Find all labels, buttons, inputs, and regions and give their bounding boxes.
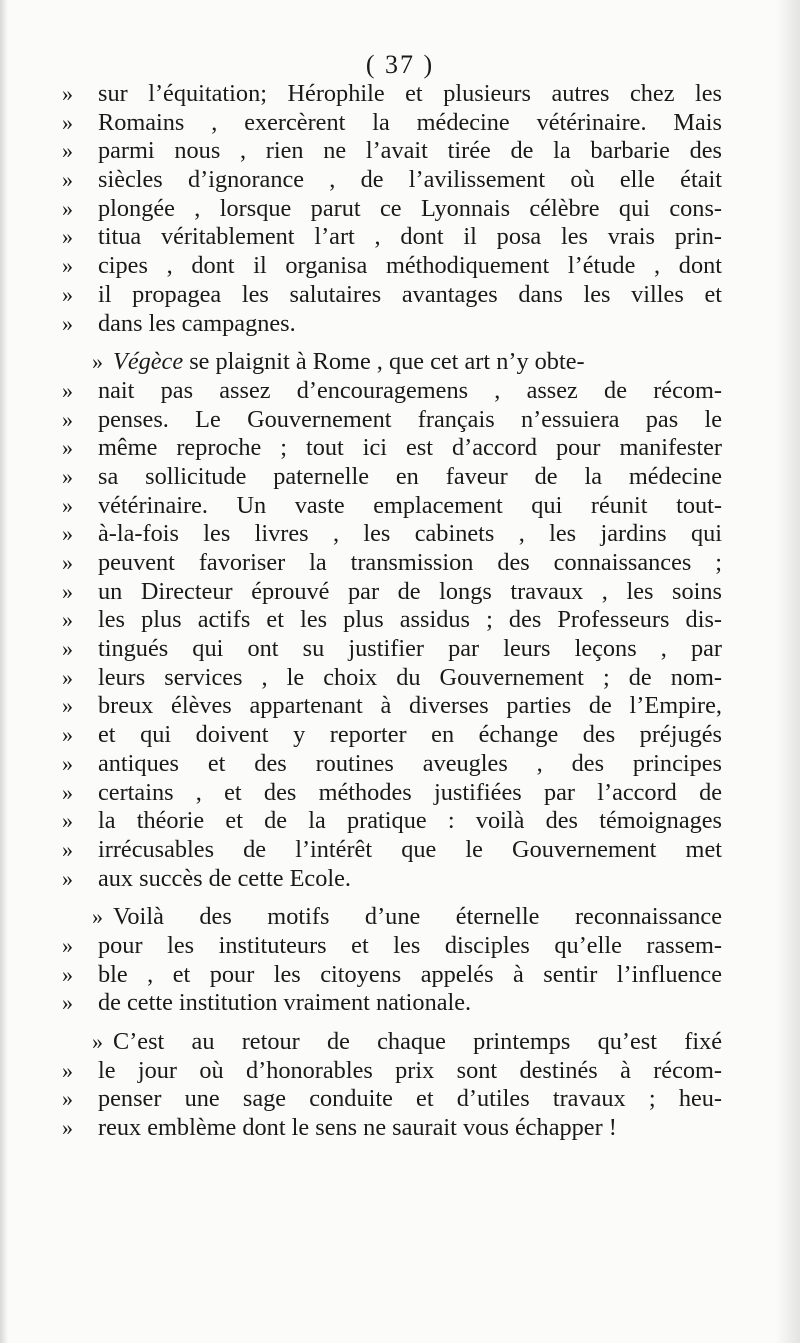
line-text: nait pas assez d’encouragemens , assez de récom- bbox=[98, 376, 722, 404]
quote-mark: » bbox=[92, 349, 103, 375]
text-line bbox=[62, 807, 722, 836]
quote-mark: » bbox=[62, 808, 73, 834]
quote-mark: » bbox=[62, 224, 73, 250]
quote-mark: » bbox=[62, 578, 73, 604]
line-text: dans les campagnes. bbox=[98, 309, 296, 337]
quote-mark: » bbox=[62, 167, 73, 193]
text-line bbox=[62, 664, 722, 693]
paragraph bbox=[62, 80, 722, 338]
text-line bbox=[62, 463, 722, 492]
quote-mark: » bbox=[62, 377, 73, 403]
text-line bbox=[62, 406, 722, 435]
text-line bbox=[62, 1114, 722, 1143]
text-line bbox=[62, 635, 722, 664]
quote-mark: » bbox=[62, 550, 73, 575]
page-left-shadow bbox=[0, 0, 8, 1343]
text-line bbox=[62, 109, 722, 138]
line-text: certains , et des méthodes justifiées par l’accord de bbox=[98, 778, 722, 806]
line-text: il propagea les salutaires avantages dans les villes et bbox=[98, 280, 722, 308]
text-line bbox=[62, 750, 722, 779]
quote-mark: » bbox=[62, 961, 73, 987]
text-line bbox=[62, 252, 722, 281]
line-text: plongée , lorsque parut ce Lyonnais célèbre qui cons- bbox=[98, 194, 722, 222]
line-text: antiques et des routines aveugles , des principes bbox=[98, 749, 722, 777]
quote-mark: » bbox=[62, 664, 73, 690]
line-text: même reproche ; tout ici est d’accord pour manifester bbox=[98, 434, 722, 462]
line-text: sur l’équitation; Hérophile et plusieurs autres chez les bbox=[98, 80, 722, 107]
text-line bbox=[62, 377, 722, 406]
text-line bbox=[62, 779, 722, 808]
quote-mark: » bbox=[62, 195, 73, 221]
line-text: parmi nous , rien ne l’avait tirée de la barbarie des bbox=[98, 137, 722, 165]
line-text: penses. Le Gouvernement français n’essuiera pas le bbox=[98, 405, 722, 433]
quote-mark: » bbox=[62, 990, 73, 1016]
line-text: penser une sage conduite et d’utiles travaux ; heu- bbox=[98, 1085, 722, 1113]
quote-mark: » bbox=[62, 636, 73, 662]
text-line bbox=[62, 137, 722, 166]
text-line bbox=[62, 549, 722, 578]
text-line bbox=[62, 492, 722, 521]
line-text: sa sollicitude paternelle en faveur de la médecine bbox=[98, 462, 722, 490]
line-text: titua véritablement l’art , dont il posa les vrais prin- bbox=[98, 223, 722, 251]
quote-mark: » bbox=[92, 904, 103, 930]
quote-mark: » bbox=[62, 1115, 73, 1141]
quote-mark: » bbox=[62, 722, 73, 748]
text-line bbox=[62, 281, 722, 310]
text-line bbox=[62, 932, 722, 961]
text-line bbox=[62, 961, 722, 990]
quote-mark: » bbox=[62, 607, 73, 633]
text-line bbox=[62, 606, 722, 635]
text-line bbox=[62, 520, 722, 549]
quote-mark: » bbox=[62, 463, 73, 489]
page-right-shadow bbox=[776, 0, 800, 1343]
quote-mark: » bbox=[62, 865, 73, 891]
line-text: ble , et pour les citoyens appelés à sentir l’influence bbox=[98, 960, 722, 988]
line-text: aux succès de cette Ecole. bbox=[98, 864, 351, 892]
quote-mark: » bbox=[62, 521, 73, 547]
page-number: ( 37 ) bbox=[365, 50, 435, 79]
text-line bbox=[62, 865, 722, 894]
text-line bbox=[62, 721, 722, 750]
quote-mark: » bbox=[62, 779, 73, 805]
line-text: la théorie et de la pratique : voilà des témoignages bbox=[98, 807, 722, 835]
quote-mark: » bbox=[62, 1086, 73, 1112]
quote-mark: » bbox=[62, 310, 73, 336]
quote-mark: » bbox=[62, 81, 73, 106]
text-line bbox=[62, 989, 722, 1018]
paragraph bbox=[62, 903, 722, 1018]
line-text: Romains , exercèrent la médecine vétérinaire. Mais bbox=[98, 108, 722, 136]
text-line bbox=[62, 223, 722, 252]
quote-mark: » bbox=[62, 750, 73, 776]
line-text: peuvent favoriser la transmission des connaissances ; bbox=[98, 549, 722, 576]
text-line bbox=[62, 903, 722, 932]
quote-mark: » bbox=[62, 281, 73, 307]
quote-mark: » bbox=[62, 138, 73, 164]
quote-mark: » bbox=[62, 932, 73, 958]
italic-name: Végèce bbox=[113, 348, 184, 376]
line-text: irrécusables de l’intérêt que le Gouvernement met bbox=[98, 835, 722, 863]
line-text: le jour où d’honorables prix sont destinés à récom- bbox=[98, 1056, 722, 1084]
text-line bbox=[62, 434, 722, 463]
text-line bbox=[62, 80, 722, 109]
line-text: et qui doivent y reporter en échange des préjugés bbox=[98, 721, 722, 749]
line-text: siècles d’ignorance , de l’avilissement où elle était bbox=[98, 166, 722, 194]
body-text bbox=[62, 80, 722, 1143]
quote-mark: » bbox=[62, 253, 73, 279]
line-text: breux élèves appartenant à diverses parties de l’Empire, bbox=[98, 692, 722, 720]
text-line bbox=[62, 1057, 722, 1086]
text-line bbox=[62, 195, 722, 224]
line-text: vétérinaire. Un vaste emplacement qui réunit tout- bbox=[98, 491, 722, 519]
quote-mark: » bbox=[62, 109, 73, 135]
line-text: de cette institution vraiment nationale. bbox=[98, 989, 472, 1017]
line-text: se plaignit à Rome , que cet art n’y obte- bbox=[183, 348, 585, 376]
quote-mark: » bbox=[62, 492, 73, 518]
line-text: reux emblème dont le sens ne saurait vous échapper ! bbox=[98, 1114, 617, 1142]
line-text: un Directeur éprouvé par de longs travaux , les soins bbox=[98, 577, 722, 605]
line-text: C’est au retour de chaque printemps qu’est fixé bbox=[113, 1028, 722, 1055]
line-text: les plus actifs et les plus assidus ; des Professeurs dis- bbox=[98, 606, 722, 634]
line-text: tingués qui ont su justifier par leurs leçons , par bbox=[98, 635, 722, 663]
line-text: pour les instituteurs et les disciples qu’elle rassem- bbox=[98, 931, 722, 959]
text-line bbox=[62, 348, 722, 377]
quote-mark: » bbox=[62, 836, 73, 862]
text-line bbox=[62, 578, 722, 607]
line-text: leurs services , le choix du Gouvernement ; de nom- bbox=[98, 663, 722, 691]
quote-mark: » bbox=[62, 693, 73, 719]
line-text: Voilà des motifs d’une éternelle reconnaissance bbox=[113, 903, 722, 931]
quote-mark: » bbox=[62, 435, 73, 461]
text-line bbox=[62, 1028, 722, 1057]
text-line bbox=[62, 692, 722, 721]
text-line bbox=[62, 310, 722, 339]
line-text: à-la-fois les livres , les cabinets , les jardins qui bbox=[98, 520, 722, 548]
quote-mark: » bbox=[62, 1057, 73, 1083]
paragraph bbox=[62, 1028, 722, 1143]
quote-mark: » bbox=[92, 1029, 103, 1054]
quote-mark: » bbox=[62, 406, 73, 432]
line-text: cipes , dont il organisa méthodiquement l’étude , dont bbox=[98, 252, 722, 280]
paragraph bbox=[62, 348, 722, 893]
text-line bbox=[62, 1085, 722, 1114]
text-line bbox=[62, 166, 722, 195]
text-line bbox=[62, 836, 722, 865]
